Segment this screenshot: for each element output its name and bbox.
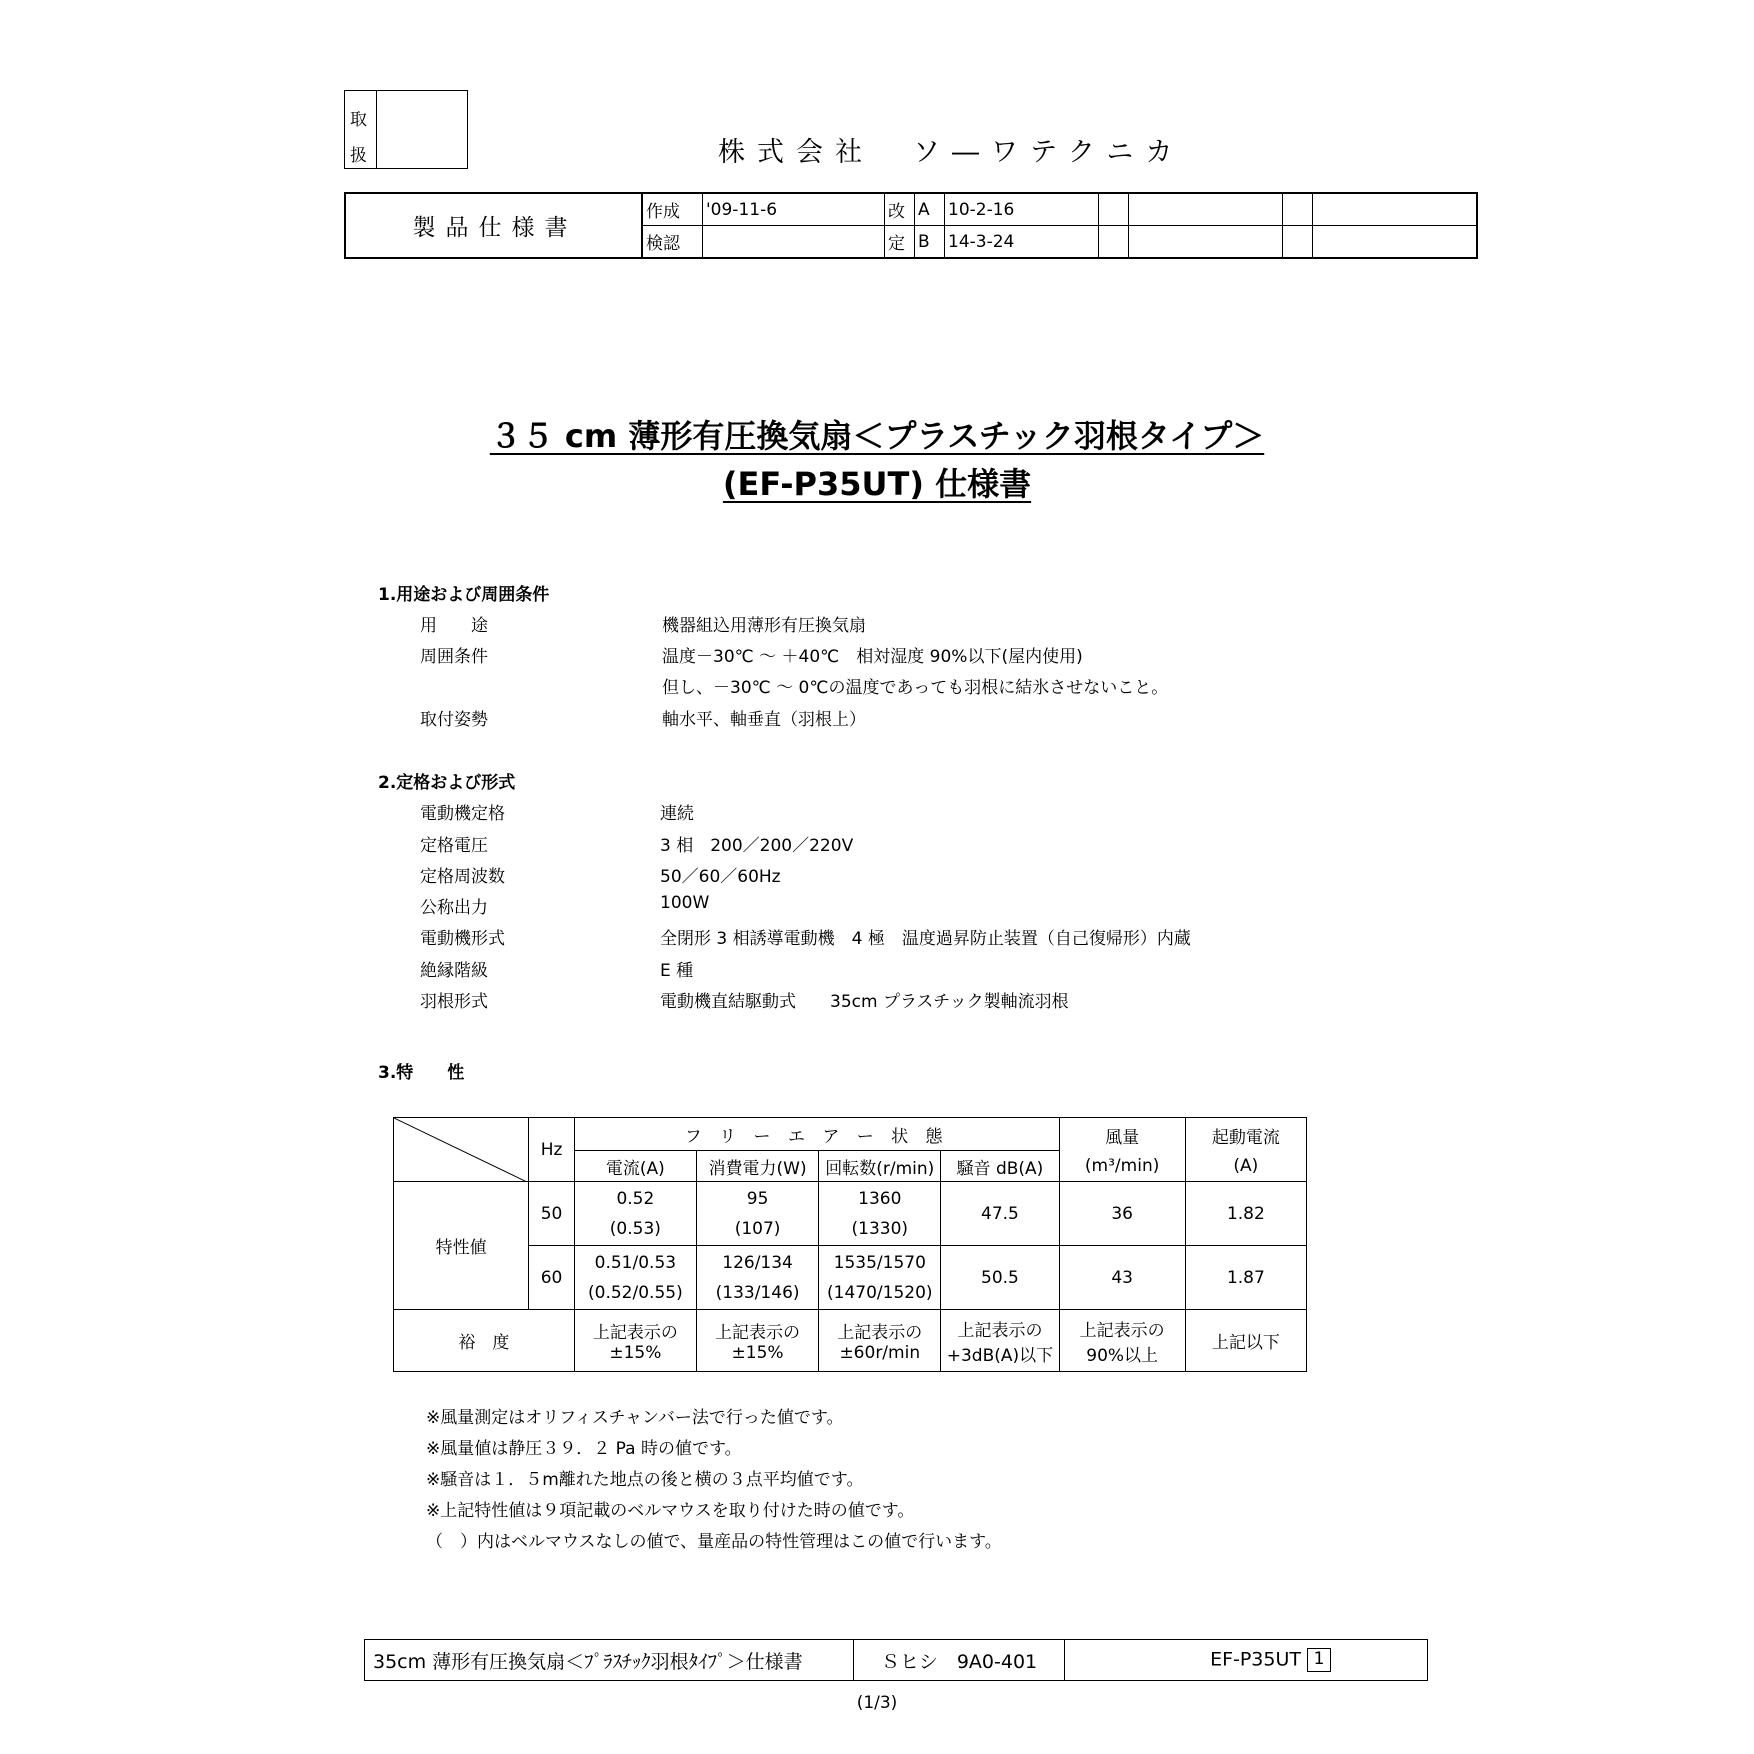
rpm-value: [819, 1246, 941, 1310]
current-no-bellmouth: (0.52/0.55): [588, 1282, 683, 1303]
handling-char-1: 取: [350, 110, 367, 130]
current-no-bellmouth: (0.53): [609, 1218, 661, 1239]
diagonal-line: [394, 1118, 527, 1182]
company-name: 株式会社 ソ―ワテクニカ: [718, 137, 1185, 168]
page-number: (1/3): [856, 1693, 898, 1713]
spec-value: 機器組込用薄形有圧換気扇: [662, 616, 866, 636]
sheet-number-box: 1: [1307, 1648, 1331, 1672]
note: ※上記特性値は９項記載のベルマウスを取り付けた時の値です。: [426, 1501, 915, 1521]
empty-cell: [1129, 226, 1283, 259]
rev-a-date: 10-2-16: [945, 193, 1099, 226]
rev-b-mark: B: [915, 226, 945, 259]
spec-value: 電動機直結駆動式 35cm プラスチック製軸流羽根: [660, 992, 1069, 1012]
tolerance-line: ±60r/min: [839, 1343, 921, 1363]
note: ※騒音は１．５m離れた地点の後と横の３点平均値です。: [426, 1470, 864, 1490]
footer-model-cell: [1065, 1640, 1428, 1681]
power-no-bellmouth: (133/146): [715, 1282, 800, 1303]
rpm-main: 1360: [858, 1188, 902, 1209]
spec-label: 電動機形式: [420, 929, 505, 949]
tolerance-noise: [941, 1310, 1059, 1372]
title-line-2: (EF-P35UT) 仕様書: [722, 465, 1032, 503]
revision-label-2: 定: [885, 226, 915, 259]
current-main: 0.51/0.53: [594, 1252, 677, 1273]
tolerance-rpm: [819, 1310, 941, 1372]
rpm-value: [819, 1182, 941, 1246]
rpm-no-bellmouth: (1470/1520): [827, 1282, 933, 1303]
empty-cell: [1099, 193, 1129, 226]
current-header: 電流(A): [574, 1151, 696, 1182]
document-header-table: [344, 192, 1478, 259]
tolerance-power: [696, 1310, 818, 1372]
start-current-unit: (A): [1233, 1156, 1259, 1176]
diagonal-corner-cell: [394, 1118, 529, 1182]
noise-header: 騒音 dB(A): [941, 1151, 1059, 1182]
spec-value: 3 相 200／200／220V: [660, 836, 854, 856]
characteristic-values-label: 特性値: [394, 1182, 529, 1310]
power-no-bellmouth: (107): [734, 1218, 781, 1239]
tolerance-line: 上記表示の: [957, 1320, 1043, 1341]
airflow-value: 43: [1059, 1246, 1185, 1310]
airflow-value: 36: [1059, 1182, 1185, 1246]
rev-a-mark: A: [915, 193, 945, 226]
approved-label: 検認: [642, 226, 703, 259]
spec-value: 但し、－30℃ ～ 0℃の温度であっても羽根に結氷させないこと。: [662, 678, 1169, 698]
rev-b-date: 14-3-24: [945, 226, 1099, 259]
power-main: 126/134: [722, 1252, 793, 1273]
tolerance-line: 上記表示の: [715, 1323, 801, 1343]
airflow-header: [1059, 1118, 1185, 1182]
section-1-heading: 1.用途および周囲条件: [378, 585, 550, 605]
free-air-header: フ リ ー エ ア ー 状 態: [574, 1118, 1059, 1151]
empty-cell: [1313, 193, 1478, 226]
spec-value: 温度－30℃ ～ ＋40℃ 相対湿度 90%以下(屋内使用): [662, 647, 1083, 667]
approved-value: [703, 226, 885, 259]
note: ※風量値は静圧３９．２ Pa 時の値です。: [426, 1439, 742, 1459]
footer-table: [364, 1639, 1428, 1681]
power-value: [696, 1246, 818, 1310]
title-line-1: ３５ cm 薄形有圧換気扇＜プラスチック羽根タイプ＞: [489, 417, 1265, 455]
empty-cell: [1099, 226, 1129, 259]
spec-label: 定格電圧: [420, 836, 488, 856]
spec-label: 電動機定格: [420, 804, 505, 824]
tolerance-line: +3dB(A)以下: [946, 1345, 1054, 1366]
footer-doc-code: Ｓヒシ 9A0-401: [854, 1640, 1065, 1681]
characteristics-table: [393, 1117, 1307, 1372]
spec-value: E 種: [660, 961, 694, 981]
tolerance-airflow: [1059, 1310, 1185, 1372]
start-current-header: [1185, 1118, 1306, 1182]
spec-label: 用 途: [420, 616, 488, 636]
empty-cell: [1313, 226, 1478, 259]
spec-label: 周囲条件: [420, 647, 488, 667]
tolerance-current: [574, 1310, 696, 1372]
start-current-label: 起動電流: [1211, 1128, 1280, 1148]
spec-label: 公称出力: [420, 898, 488, 918]
doc-type-title: 製品仕様書: [345, 193, 642, 258]
airflow-label: 風量: [1105, 1128, 1140, 1148]
section-2-heading: 2.定格および形式: [378, 773, 516, 793]
tolerance-line: 上記表示の: [592, 1323, 678, 1343]
tolerance-line: 上記表示の: [837, 1323, 923, 1343]
note: ※風量測定はオリフィスチャンバー法で行った値です。: [426, 1408, 844, 1428]
handling-char-2: 扱: [350, 146, 367, 166]
note: （ ）内はベルマウスなしの値で、量産品の特性管理はこの値で行います。: [426, 1532, 1002, 1552]
footer-doc-name: 35cm 薄形有圧換気扇＜ﾌﾟﾗｽﾁｯｸ羽根ﾀｲﾌﾟ＞仕様書: [365, 1640, 854, 1681]
rpm-main: 1535/1570: [833, 1252, 926, 1273]
tolerance-line: 上記表示の: [1079, 1320, 1165, 1341]
current-main: 0.52: [616, 1188, 655, 1209]
handling-stamp-box: [344, 90, 468, 169]
tolerance-line: ±15%: [609, 1343, 662, 1363]
tolerance-label: 裕 度: [394, 1310, 575, 1372]
spec-label: 絶縁階級: [420, 961, 488, 981]
power-header: 消費電力(W): [696, 1151, 818, 1182]
spec-value: 軸水平、軸垂直（羽根上）: [662, 710, 866, 730]
empty-cell: [1283, 193, 1313, 226]
tolerance-line: ±15%: [731, 1343, 784, 1363]
hz-value: 50: [529, 1182, 574, 1246]
power-main: 95: [746, 1188, 769, 1209]
airflow-unit: (m³/min): [1084, 1156, 1160, 1176]
empty-cell: [1129, 193, 1283, 226]
power-value: [696, 1182, 818, 1246]
spec-value: 100W: [660, 893, 710, 913]
hz-header: Hz: [529, 1118, 574, 1182]
rpm-header: 回転数(r/min): [819, 1151, 941, 1182]
noise-value: 47.5: [941, 1182, 1059, 1246]
footer-model: EF-P35UT: [1210, 1648, 1301, 1671]
section-3-heading: 3.特 性: [378, 1063, 465, 1083]
spec-label: 定格周波数: [420, 867, 505, 887]
document-title: [0, 412, 1754, 508]
handling-label-column: [345, 91, 377, 168]
spec-label: 羽根形式: [420, 992, 488, 1012]
start-current-value: 1.82: [1185, 1182, 1306, 1246]
hz-value: 60: [529, 1246, 574, 1310]
spec-value: 全閉形 3 相誘導電動機 4 極 温度過昇防止装置（自己復帰形）内蔵: [660, 929, 1191, 949]
tolerance-line: 90%以上: [1086, 1345, 1159, 1366]
noise-value: 50.5: [941, 1246, 1059, 1310]
current-value: [574, 1182, 696, 1246]
empty-cell: [1283, 226, 1313, 259]
revision-label-1: 改: [885, 193, 915, 226]
created-date: '09-11-6: [703, 193, 885, 226]
created-label: 作成: [642, 193, 703, 226]
current-value: [574, 1246, 696, 1310]
spec-label: 取付姿勢: [420, 710, 488, 730]
spec-value: 連続: [660, 804, 694, 824]
start-current-value: 1.87: [1185, 1246, 1306, 1310]
rpm-no-bellmouth: (1330): [851, 1218, 909, 1239]
spec-value: 50／60／60Hz: [660, 867, 781, 887]
tolerance-start-current: 上記以下: [1185, 1310, 1306, 1372]
